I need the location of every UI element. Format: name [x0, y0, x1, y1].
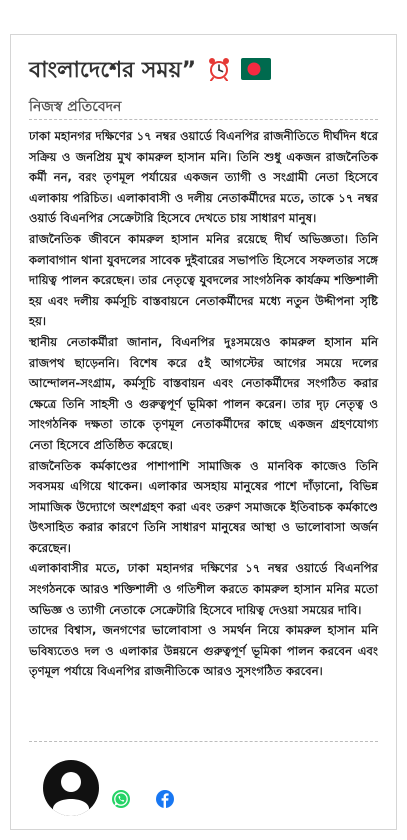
- facebook-icon[interactable]: [155, 789, 175, 809]
- article-body: [29, 126, 378, 682]
- headline: [29, 53, 378, 90]
- user-avatar-icon[interactable]: [43, 760, 99, 816]
- article-paragraph: এলাকাবাসীর মতে, ঢাকা মহানগর দক্ষিণের ১৭ নম্বর ওয়ার্ডে বিএনপির সংগঠনকে আরও শক্তিশালী ও গতিশীল করতে কামরুল হাসান মনির মতো অভিজ্ঞ ও ত্যাগী নেতাকে সেক্রেটারি হিসেবে দায়িত্ব দেওয়া সময়ের দাবি।: [29, 561, 378, 617]
- divider: [29, 741, 378, 742]
- article-paragraph: তাদের বিশ্বাস, জনগণের ভালোবাসা ও সমর্থন নিয়ে কামরুল হাসান মনি ভবিষ্যতেও দল ও এলাকার উন্নয়নে গুরুত্বপূর্ণ ভূমিকা পালন করবেন এবং তৃণমূল পর্যায়ে বিএনপির রাজনীতিকে আরও সুসংগঠিত করবেন।: [29, 623, 378, 679]
- article-card: [10, 34, 397, 830]
- divider: [29, 119, 378, 120]
- article-paragraph: রাজনৈতিক জীবনে কামরুল হাসান মনির রয়েছে দীর্ঘ অভিজ্ঞতা। তিনি কলাবাগান থানা যুবদলের সাবেক দুইবারের সভাপতি হিসেবে সফলতার সঙ্গে দায়িত্ব পালন করেছেন। তার নেতৃত্বে যুবদলের সাংগঠনিক কার্যক্রম শক্তিশালী হয় এবং দলীয় কর্মসূচি বাস্তবায়নে নেতাকর্মীদের মধ্যে নতুন উদ্দীপনা সৃষ্টি হয়।: [29, 231, 378, 329]
- article-paragraph: রাজনৈতিক কর্মকাণ্ডের পাশাপাশি সামাজিক ও মানবিক কাজেও তিনি সবসময় এগিয়ে থাকেন। এলাকার অসহায় মানুষের পাশে দাঁড়ানো, বিভিন্ন সামাজিক উদ্যোগে অংশগ্রহণ করা এবং তরুণ সমাজকে ইতিবাচক কর্মকাণ্ডে উৎসাহিত করার কারণে তিনি সাধারণ মানুষের আস্থা ও ভালোবাসা অর্জন করেছেন।: [29, 458, 378, 555]
- article-paragraph: স্থানীয় নেতাকর্মীরা জানান, বিএনপির দুঃসময়েও কামরুল হাসান মনি রাজপথ ছাড়েননি। বিশেষ করে ৫ই আগস্টের আগের সময়ে দলের আন্দোলন-সংগ্রাম, কর্মসূচি বাস্তবায়ন এবং নেতাকর্মীদের সংগঠিত করার ক্ষেত্রে তিনি সাহসী ও গুরুত্বপূর্ণ ভূমিকা পালন করেন। তার দৃঢ় নেতৃত্ব ও সাংগঠনিক দক্ষতা তাকে তৃণমূল নেতাকর্মীদের কাছে একজন গ্রহণযোগ্য নেতা হিসেবে প্রতিষ্ঠিত করেছে।: [29, 334, 378, 452]
- article-paragraph: ঢাকা মহানগর দক্ষিণের ১৭ নম্বর ওয়ার্ডে বিএনপির রাজনীতিতে দীর্ঘদিন ধরে সক্রিয় ও জনপ্রিয় মুখ কামরুল হাসান মনি। তিনি শুধু একজন রাজনৈতিক কর্মী নন, বরং তৃণমূল পর্যায়ের একজন ত্যাগী ও সংগ্রামী নেতা হিসেবে এলাকায় পরিচিত। এলাকাবাসী ও দলীয় নেতাকর্মীদের মতে, তাকে ১৭ নম্বর ওয়ার্ড বিএনপির সেক্রেটারি হিসেবে দেখতে চায় সাধারণ মানুষ।: [29, 129, 378, 226]
- bangladesh-flag-icon: [241, 58, 271, 86]
- alarm-clock-icon: [207, 57, 231, 87]
- headline-text: বাংলাদেশের সময়”: [29, 58, 197, 83]
- reporter-byline: নিজস্ব প্রতিবেদন: [29, 99, 122, 115]
- whatsapp-icon[interactable]: [111, 789, 131, 809]
